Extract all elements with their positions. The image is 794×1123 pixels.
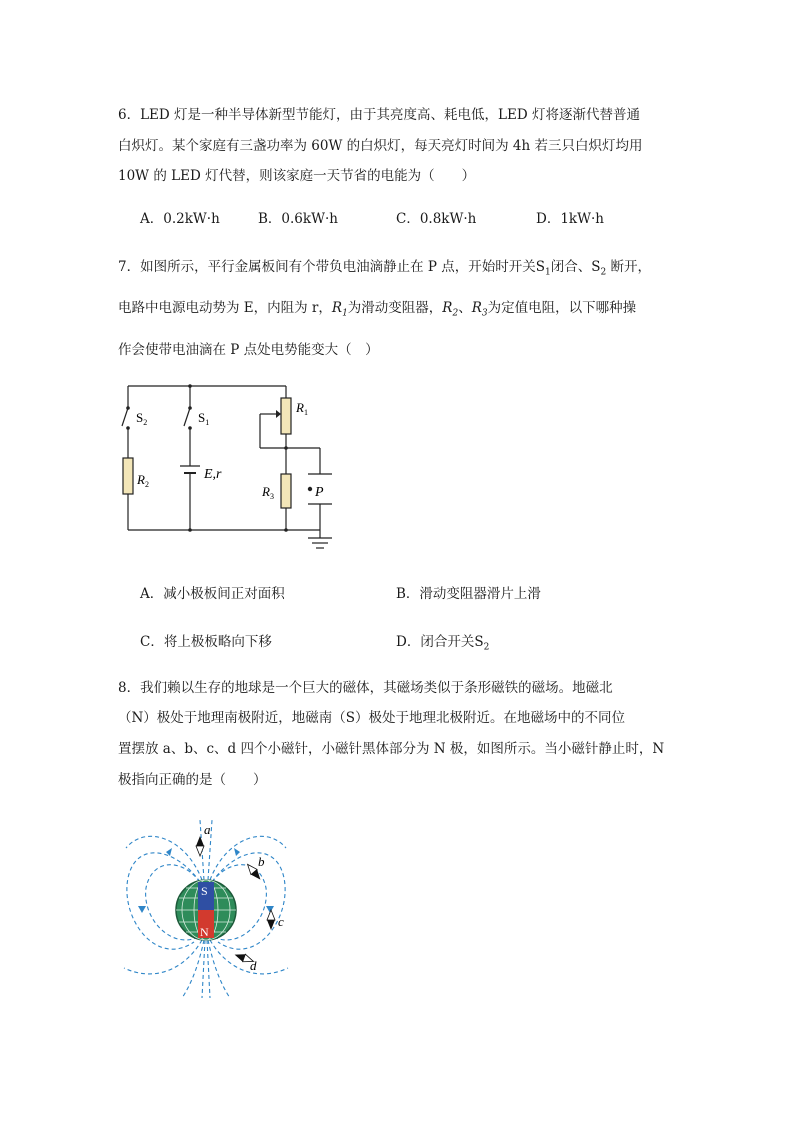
svg-text:a: a [204, 822, 211, 837]
pole-n-label: N [200, 925, 209, 939]
q8-line-1: 8．我们赖以生存的地球是一个巨大的磁体，其磁场类似于条形磁铁的磁场。地磁北 [118, 680, 613, 696]
q6-line-2: 白炽灯。某个家庭有三盏功率为 60W 的白炽灯，每天亮灯时间为 4h 若三只白炽灯均用 [118, 138, 643, 154]
label-d: d [250, 958, 257, 973]
label-r1: $R_1$ [296, 400, 308, 417]
q7-separator: 、 [458, 300, 472, 316]
label-s1: $S_1$ [198, 410, 210, 427]
q6-line-1: 6．LED 灯是一种半导体新型节能灯，由于其亮度高、耗电低，LED 灯将逐渐代替普通 [118, 107, 640, 123]
q7-line-2-text-b: 为滑动变阻器， [347, 300, 443, 316]
q6-option-d[interactable]: D．1kW·h [536, 211, 604, 227]
label-r2: $R_2$ [137, 472, 149, 489]
q6-option-a[interactable]: A．0.2kW·h [140, 211, 220, 227]
label-r3: $R_3$ [262, 484, 274, 501]
label-s2: $S_2$ [136, 410, 148, 427]
q7-line-1-text-b: 闭合、 [550, 259, 592, 275]
q6-line-3: 10W 的 LED 灯代替，则该家庭一天节省的电能为（ ） [118, 168, 476, 184]
q7-line-1-text-c: 断开， [606, 259, 652, 275]
q7-line-3: 作会使带电油滴在 P 点处电势能变大（ ） [118, 342, 379, 358]
needle-a [196, 822, 211, 856]
q7-line-2 [118, 296, 636, 319]
q7-r3: $R_3$ [471, 300, 488, 319]
q7-s2: $S_2$ [591, 259, 607, 278]
q7-line-1 [118, 255, 651, 278]
q8-line-2: （N）极处于地理南极附近，地磁南（S）极处于地理北极附近。在地磁场中的不同位 [118, 710, 626, 726]
label-p: P [315, 485, 324, 500]
q8-line-4: 极指向正确的是（ ） [118, 772, 267, 788]
q7-option-b[interactable]: B．滑动变阻器滑片上滑 [396, 586, 541, 602]
pole-s-label: S [201, 884, 208, 898]
q7-line-2-text-a: 电路中电源电动势为 E，内阻为 r， [118, 300, 332, 316]
q7-option-c[interactable]: C．将上极板略向下移 [140, 634, 272, 650]
svg-text:c: c [278, 914, 284, 929]
label-b: b [258, 854, 265, 869]
q7-s1: $S_1$ [535, 259, 551, 278]
q7-line-1-text-a: 7．如图所示，平行金属板间有个带负电油滴静止在 P 点，开始时开关 [118, 259, 536, 275]
q6-option-b[interactable]: B．0.6kW·h [258, 211, 338, 227]
q8-magnetic-field-figure [116, 818, 296, 1000]
q7-r1: $R_1$ [331, 300, 348, 319]
q7-option-d[interactable]: D．闭合开关$S_2$ [396, 634, 490, 653]
q7-line-2-text-c: 为定值电阻，以下哪种操 [487, 300, 637, 316]
q7-option-a[interactable]: A．减小极板间正对面积 [140, 586, 285, 602]
q7-r2: $R_2$ [442, 300, 459, 319]
label-emf: E,r [204, 467, 222, 482]
q8-line-3: 置摆放 a、b、c、d 四个小磁针，小磁针黑体部分为 N 极，如图所示。当小磁针静止时，N [118, 741, 665, 757]
q6-option-c[interactable]: C．0.8kW·h [396, 211, 477, 227]
q7-circuit-diagram [110, 378, 350, 558]
needle-c [267, 910, 284, 930]
